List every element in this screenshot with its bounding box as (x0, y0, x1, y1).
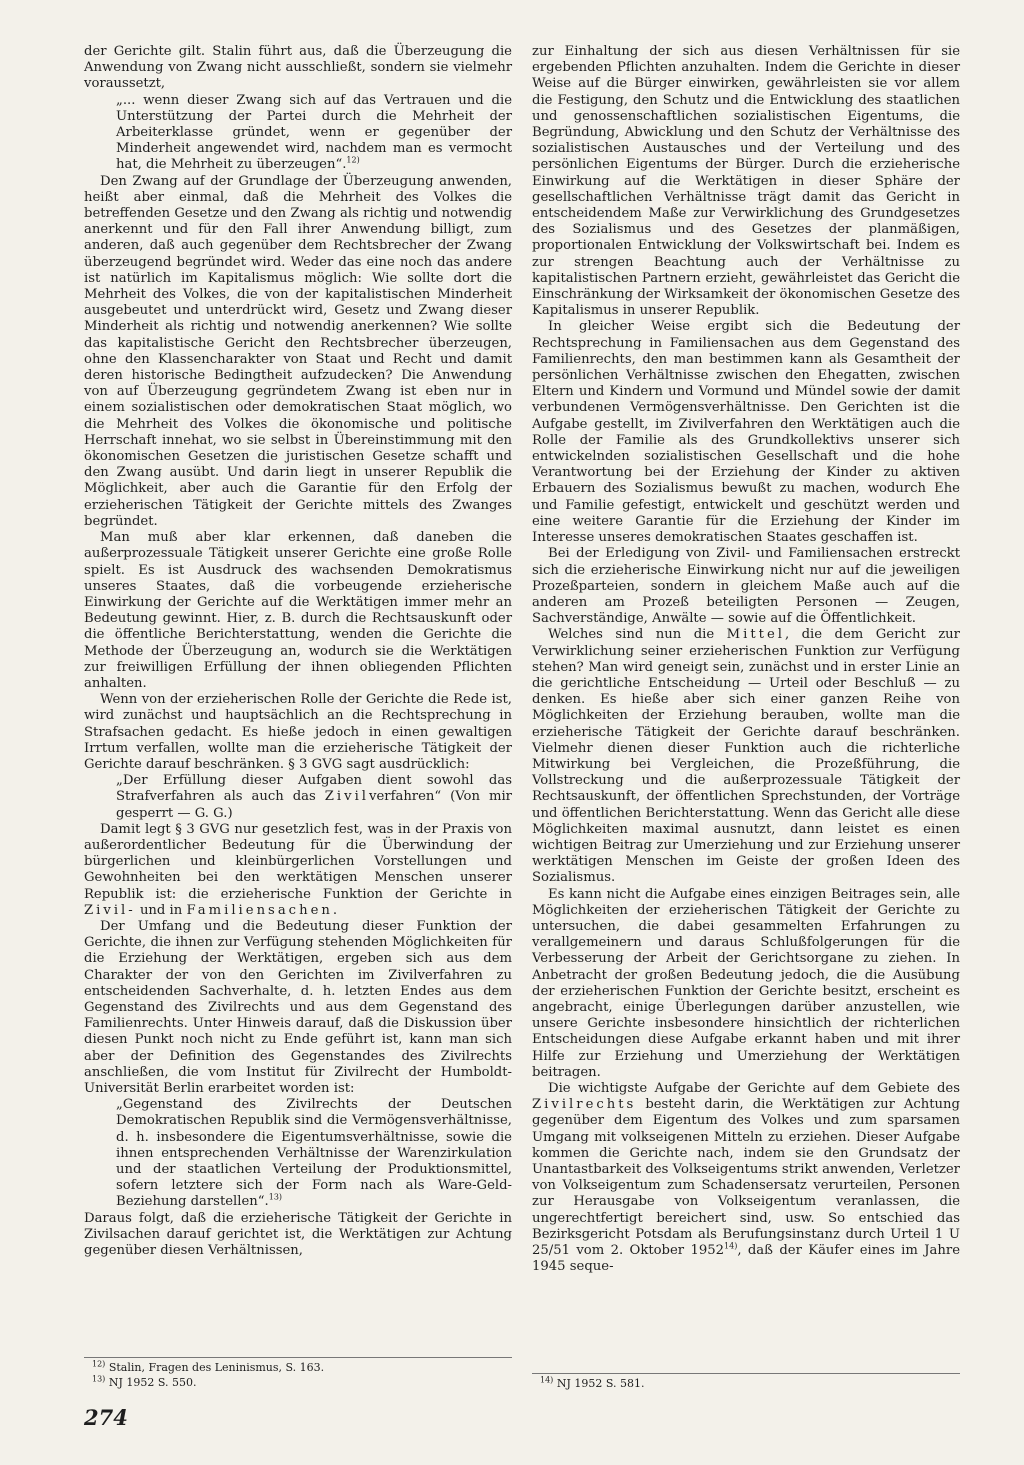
footnote-ref: 14) (724, 1241, 738, 1251)
spaced-emphasis: Familiensachen (186, 902, 333, 918)
spaced-emphasis: Zivilrechts (532, 1097, 637, 1113)
quotation: „Gegenstand des Zivilrechts der Deutschen Demokratischen Republik sind die Vermögensverhältnisse, d. h. insbesondere die Eigentumsverhältnisse, sowie die ihnen entsprechenden Verhältnisse der Warenzirkulation und der staatlichen Verteilung der Produktionsmittel, sofern letztere sich der Form nach als Ware-Geld-Beziehung darstellen“.$^{13)}$ (116, 1097, 512, 1210)
paragraph: Man muß aber klar erkennen, daß daneben die außerprozessuale Tätigkeit unserer Gerichte eine große Rolle spielt. Es ist Ausdruck des wachsenden Demokratismus unseres Staates, daß die vorbeugende erzieherische Einwirkung der Gerichte auf die Werktätigen immer mehr an Bedeutung gewinnt. Hier, z. B. durch die Rechtsauskunft oder die öffentliche Berichterstattung, wenden die Gerichte die Methode der Überzeugung an, wodurch sie die Werktätigen zur freiwilligen Erfüllung der ihnen obliegenden Pflichten anhalten. (84, 530, 512, 691)
paragraph: zur Einhaltung der sich aus diesen Verhältnissen für sie ergebenden Pflichten anzuhalten. Indem die Gerichte in dieser Weise auf die Bürger einwirken, gewährleisten sie vor allem die Festigung, den Schutz und die Entwicklung des staatlichen und genossenschaftlichen sozialistischen Eigentums, die Begründung, Abwicklung und den Schutz der Verhältnisse des sozialistischen Austausches und der Verteilung und des persönlichen Eigentums der Bürger. Durch die erzieherische Einwirkung auf die Werktätigen in dieser Sphäre der gesellschaftlichen Verhältnisse trägt damit das Gericht in entscheidendem Maße zur Verwirklichung des Grundgesetzes des Sozialismus und des Gesetzes der planmäßigen, proportionalen Entwicklung der Volkswirtschaft bei. Indem es zur strengen Beachtung auch der Verhältnisse zu kapitalistischen Partnern erzieht, gewährleistet das Gericht die Einschränkung der Wirksamkeit der ökonomischen Gesetze des Kapitalismus in unserer Republik. (532, 44, 960, 319)
left-column (84, 44, 512, 1259)
footnote: $^{12)}$ Stalin, Fragen des Leninismus, S. 163. (92, 1359, 325, 1374)
footnote: $^{13)}$ NJ 1952 S. 550. (92, 1374, 197, 1389)
spaced-emphasis: Zivil (324, 789, 370, 805)
footnote-ref: 13) (268, 1193, 283, 1203)
quotation: „... wenn dieser Zwang sich auf das Vertrauen und die Unterstützung der Partei durch die Mehrheit der Arbeiterklasse gründet, wenn er gegenüber der Minderheit angewendet wird, nachdem man es vermocht hat, die Mehrheit zu überzeugen“.$^{12)}$ (116, 92, 512, 173)
paragraph: Bei der Erledigung von Zivil- und Familiensachen erstreckt sich die erzieherische Einwirkung nicht nur auf die jeweiligen Prozeßparteien, sondern in gleichem Maße auch auf die anderen am Prozeß beteiligten Personen — Zeugen, Sachverständige, Anwälte — sowie auf die Öffentlichkeit. (532, 546, 960, 627)
paragraph: Es kann nicht die Aufgabe eines einzigen Beitrages sein, alle Möglichkeiten der erzieherischen Tätigkeit der Gerichte zu untersuchen, die dabei gesammelten Erfahrungen zu verallgemeinern und daraus Schlußfolgerungen für die Verbesserung der Arbeit der Gerichtsorgane zu ziehen. In Anbetracht der großen Bedeutung jedoch, die die Ausübung der erzieherischen Funktion der Gerichte besitzt, erscheint es angebracht, einige Überlegungen darüber anzustellen, wie unsere Gerichte insbesondere hinsichtlich der richterlichen Entscheidungen diese Aufgabe erkannt haben und mit ihrer Hilfe zur Erziehung und Umerziehung der Werktätigen beitragen. (532, 886, 960, 1080)
spaced-emphasis: Mittel (726, 627, 785, 643)
footnotes-left (84, 1357, 512, 1391)
paragraph: Damit legt § 3 GVG nur gesetzlich fest, was in der Praxis von außerordentlicher Bedeutung für die Überwindung der bürgerlichen und kleinbürgerlichen Vorstellungen und Gewohnheiten bei den werktätigen Menschen unserer Republik ist: die erzieherische Funktion der Gerichte in Zivil- und in Familiensachen. (84, 821, 512, 918)
paragraph: Welches sind nun die Mittel, die dem Gericht zur Verwirklichung seiner erzieherischen Funktion zur Verfügung stehen? Man wird geneigt sein, zunächst und in erster Linie an die gerichtliche Entscheidung — Urteil oder Beschluß — zu denken. Es hieße aber sich einer ganzen Reihe von Möglichkeiten der Erziehung berauben, wollte man die erzieherische Tätigkeit der Gerichte darauf beschränken. Vielmehr dienen dieser Funktion auch die richterliche Mitwirkung bei Vergleichen, die Prozeßführung, die Vollstreckung und die außerprozessuale Tätigkeit der Rechtsauskunft, der öffentlichen Sprechstunden, der Vorträge und öffentlichen Berichterstattung. Wenn das Gericht alle diese Möglichkeiten maximal ausnutzt, dann leistet es einen wichtigen Beitrag zur Umerziehung und zur Erziehung unserer werktätigen Menschen im Geiste der großen Ideen des Sozialismus. (532, 627, 960, 886)
spaced-emphasis: Zivil- (84, 902, 136, 918)
quotation: „Der Erfüllung dieser Aufgaben dient sowohl das Strafverfahren als auch das Zivilverfahren“ (Von mir gesperrt — G. G.) (116, 773, 512, 821)
right-column (532, 44, 960, 1275)
paragraph: Wenn von der erzieherischen Rolle der Gerichte die Rede ist, wird zunächst und hauptsächlich an die Rechtsprechung in Strafsachen gedacht. Es hieße jedoch in einen gewaltigen Irrtum verfallen, wollte man die erzieherische Tätigkeit der Gerichte darauf beschränken. § 3 GVG sagt ausdrücklich: (84, 692, 512, 772)
paragraph: Den Zwang auf der Grundlage der Überzeugung anwenden, heißt aber einmal, daß die Mehrheit des Volkes die betreffenden Gesetze und den Zwang als richtig und notwendig anerkennt und für den Fall ihrer Anwendung billigt, zum anderen, daß auch gegenüber dem Rechtsbrecher der Zwang überzeugend begründet wird. Weder das eine noch das andere ist natürlich im Kapitalismus möglich: Wie sollte dort die Mehrheit des Volkes, die von der kapitalistischen Minderheit ausgebeutet und unterdrückt wird, Gesetz und Zwang dieser Minderheit als richtig und notwendig anerkennen? Wie sollte das kapitalistische Gericht den Rechtsbrecher überzeugen, ohne den Klassencharakter von Staat und Recht und damit deren historische Bedingtheit aufzudecken? Die Anwendung von auf Überzeugung gegründetem Zwang ist eben nur in einem sozialistischen oder demokratischen Staat möglich, wo die Mehrheit des Volkes die ökonomische und politische Herrschaft innehat, wo sie selbst in Übereinstimmung mit den ökonomischen Gesetzen die juristischen Gesetze schafft und den Zwang ausübt. Und darin liegt in unserer Republik die Möglichkeit, aber auch die Garantie für den Erfolg der erzieherischen Tätigkeit der Gerichte mittels des Zwanges begründet. (84, 173, 512, 529)
paragraph: Die wichtigste Aufgabe der Gerichte auf dem Gebiete des Zivilrechts besteht darin, die Werktätigen zur Achtung gegenüber dem Eigentum des Volkes und zum sparsamen Umgang mit volkseigenen Mitteln zu erziehen. Dieser Aufgabe kommen die Gerichte nach, indem sie den Grundsatz der Unantastbarkeit des Volkseigentums strikt anwenden, Verletzer von Volkseigentum zum Schadensersatz verurteilen, Personen zur Herausgabe von Volkseigentum veranlassen, die ungerechtfertigt bereichert sind, usw. So entschied das Bezirksgericht Potsdam als Berufungsinstanz durch Urteil 1 U 25/51 vom 2. Oktober 1952$^{14)}$, daß der Käufer eines im Jahre 1945 seque- (532, 1081, 961, 1275)
paragraph: der Gerichte gilt. Stalin führt aus, daß die Überzeugung die Anwendung von Zwang nicht ausschließt, sondern sie vielmehr voraussetzt, (84, 44, 512, 92)
footnote-ref: 12) (346, 156, 360, 166)
page-number: 274 (84, 1405, 128, 1430)
paragraph: Der Umfang und die Bedeutung dieser Funktion der Gerichte, die ihnen zur Verfügung stehenden Möglichkeiten für die Erziehung der Werktätigen, ergeben sich aus dem Charakter der von den Gerichten im Zivilverfahren zu entscheidenden Sachverhalte, d. h. letzten Endes aus dem Gegenstand des Zivilrechts und aus dem Gegenstand des Familienrechts. Unter Hinweis darauf, daß die Diskussion über diesen Punkt noch nicht zu Ende geführt ist, kann man sich aber der Definition des Gegenstandes des Zivilrechts anschließen, die vom Institut für Zivilrecht der Humboldt-Universität Berlin erarbeitet worden ist: (84, 918, 512, 1096)
footnote: $^{14)}$ NJ 1952 S. 581. (540, 1375, 645, 1390)
paragraph: Daraus folgt, daß die erzieherische Tätigkeit der Gerichte in Zivilsachen darauf gerichtet ist, die Werktätigen zur Achtung gegenüber diesen Verhältnissen, (84, 1210, 512, 1259)
paragraph: In gleicher Weise ergibt sich die Bedeutung der Rechtsprechung in Familiensachen aus dem Gegenstand des Familienrechts, den man bestimmen kann als Gesamtheit der persönlichen Verhältnisse zwischen den Ehegatten, zwischen Eltern und Kindern und Vormund und Mündel sowie der damit verbundenen Vermögensverhältnisse. Den Gerichten ist die Aufgabe gestellt, im Zivilverfahren den Werktätigen auch die Rolle der Familie als des Grundkollektivs unserer sich entwickelnden sozialistischen Gesellschaft und die hohe Verantwortung bei der Erziehung der Kinder zu aktiven Erbauern des Sozialismus bewußt zu machen, wodurch Ehe und Familie gefestigt, entwickelt und geschützt werden und eine weitere Garantie für die Erziehung der Kinder im Interesse unseres demokratischen Staates geschaffen ist. (532, 319, 960, 546)
footnotes-right (532, 1373, 960, 1392)
